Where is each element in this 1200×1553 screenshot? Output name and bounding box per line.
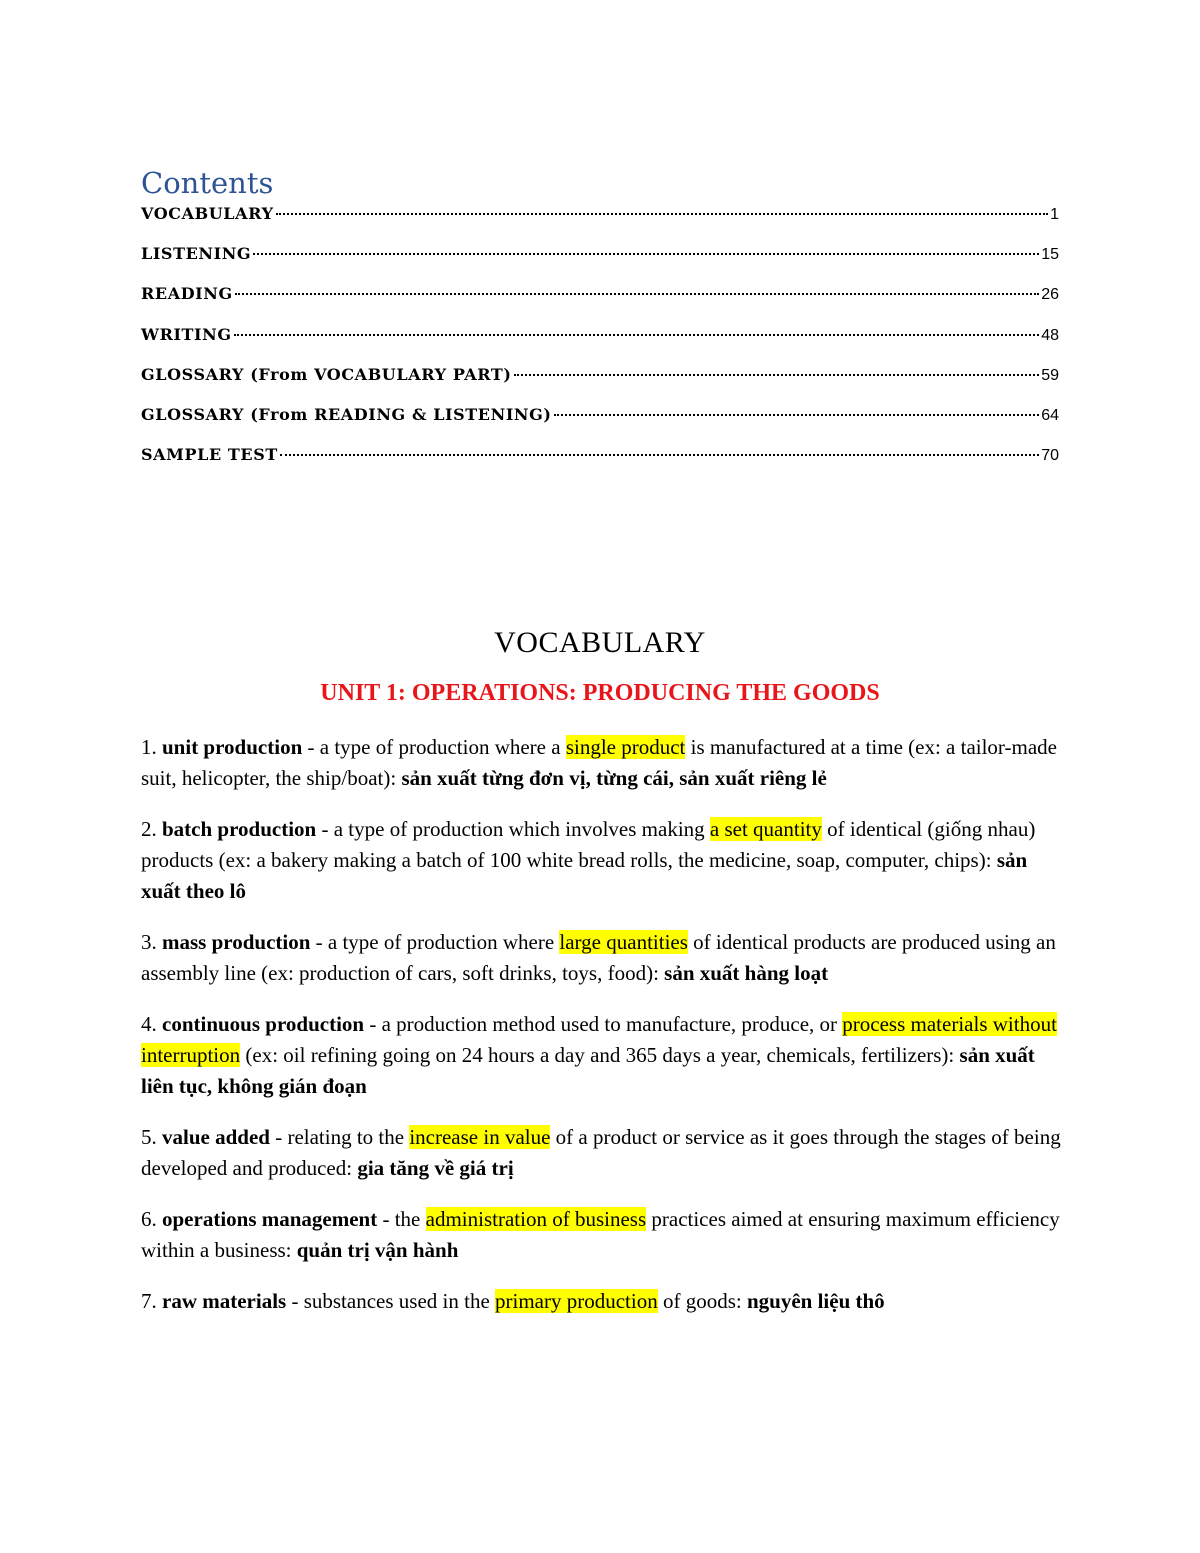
entry-translation: gia tăng về giá trị [357,1156,514,1180]
entry-highlight: a set quantity [709,817,822,841]
toc-leader-dots [235,293,1039,295]
entry-translation: nguyên liệu thô [746,1289,885,1313]
toc-leader-dots [514,374,1040,376]
entry-definition: - substances used in the [286,1289,496,1313]
toc-entry-label: READING [141,284,233,304]
toc-entry-page: 48 [1041,326,1059,344]
entry-translation: sản xuất liên tục, không gián đoạn [141,1043,1035,1098]
entry-definition: - a type of production where [310,930,560,954]
entry-highlight: large quantities [559,930,688,954]
entry-term: operations management [162,1207,378,1231]
toc-entry-label: GLOSSARY (From READING & LISTENING) [141,404,552,424]
entry-number: 3. [141,930,157,954]
entry-number: 5. [141,1125,157,1149]
entry-number: 1. [141,735,157,759]
toc-entry-page: 70 [1041,447,1059,465]
entry-term: continuous production [162,1012,365,1036]
entry-number: 7. [141,1289,157,1313]
toc-leader-dots [276,213,1049,215]
entry-number: 6. [141,1207,157,1231]
entry-definition-rest: of identical products are produced using an assembly line (ex: production of cars, soft drinks, toys, food): [141,930,1056,985]
entry-definition-rest: is manufactured at a time (ex: a tailor-made suit, helicopter, the ship/boat): [141,735,1057,790]
toc-entry-page: 15 [1041,246,1059,264]
toc-entry-page: 64 [1041,406,1059,424]
entry-translation: sản xuất theo lô [141,848,1028,903]
entry-term: mass production [162,930,311,954]
unit-heading: UNIT 1: OPERATIONS: PRODUCING THE GOODS [320,680,880,706]
toc-entry-vocabulary[interactable] [141,204,1059,244]
toc-leader-dots [253,253,1039,255]
entry-definition: - the [377,1207,426,1231]
entry-translation: sản xuất từng đơn vị, từng cái, sản xuất riêng lẻ [401,766,827,790]
entry-term: batch production [162,817,317,841]
toc-entry-glossary-reading-listening[interactable] [141,405,1059,445]
toc-entry-label: GLOSSARY (From VOCABULARY PART) [141,364,512,384]
toc-leader-dots [234,334,1040,336]
toc-entry-listening[interactable] [141,244,1059,284]
toc-entry-page: 1 [1050,206,1059,223]
section-heading: VOCABULARY [494,626,706,659]
entry-highlight: increase in value [409,1125,551,1149]
toc-entry-writing[interactable] [141,325,1059,365]
vocabulary-entry [141,1204,1061,1266]
vocabulary-entry [141,814,1061,907]
entry-number: 4. [141,1012,157,1036]
toc-entry-page: 26 [1041,286,1059,304]
entry-highlight: process materials without interruption [141,1012,1057,1067]
toc-leader-dots [554,414,1040,416]
vocabulary-entry [141,1286,1061,1317]
toc-entry-label: SAMPLE TEST [141,445,278,465]
toc-leader-dots [280,454,1039,456]
vocabulary-list [141,732,1061,1337]
toc-entry-page: 59 [1041,366,1059,384]
entry-highlight: primary production [495,1289,658,1313]
entry-definition: - relating to the [269,1125,410,1149]
toc-entry-label: LISTENING [141,244,252,264]
entry-term: unit production [162,735,303,759]
entry-definition-rest: of identical (giống nhau) products (ex: a bakery making a batch of 100 white bread rolls, the medicine, soap, computer, chips): [141,817,1036,872]
entry-definition-rest: of goods: [657,1289,747,1313]
toc-entry-label: VOCABULARY [141,204,274,223]
entry-number: 2. [141,817,157,841]
entry-translation: sản xuất hàng loạt [664,961,829,985]
vocabulary-entry [141,732,1061,794]
entry-term: raw materials [162,1289,287,1313]
toc-entry-label: WRITING [141,324,232,344]
table-of-contents [141,204,1059,485]
entry-highlight: administration of business [425,1207,647,1231]
toc-entry-reading[interactable] [141,284,1059,324]
entry-definition: - a type of production which involves making [316,817,710,841]
entry-term: value added [162,1125,270,1149]
entry-definition: - a production method used to manufacture, produce, or [364,1012,843,1036]
vocabulary-entry [141,1009,1061,1102]
vocabulary-entry [141,1122,1061,1184]
vocabulary-entry [141,927,1061,989]
toc-entry-glossary-vocabulary[interactable] [141,365,1059,405]
entry-definition: - a type of production where a [302,735,566,759]
entry-definition-rest: (ex: oil refining going on 24 hours a day and 365 days a year, chemicals, fertilizers): [240,1043,960,1067]
entry-highlight: single product [565,735,686,759]
entry-definition-rest: of a product or service as it goes through the stages of being developed and produced: [141,1125,1061,1180]
entry-definition-rest: practices aimed at ensuring maximum efficiency within a business: [141,1207,1060,1262]
toc-title: Contents [141,166,274,200]
entry-translation: quản trị vận hành [296,1238,459,1262]
toc-entry-sample-test[interactable] [141,445,1059,485]
